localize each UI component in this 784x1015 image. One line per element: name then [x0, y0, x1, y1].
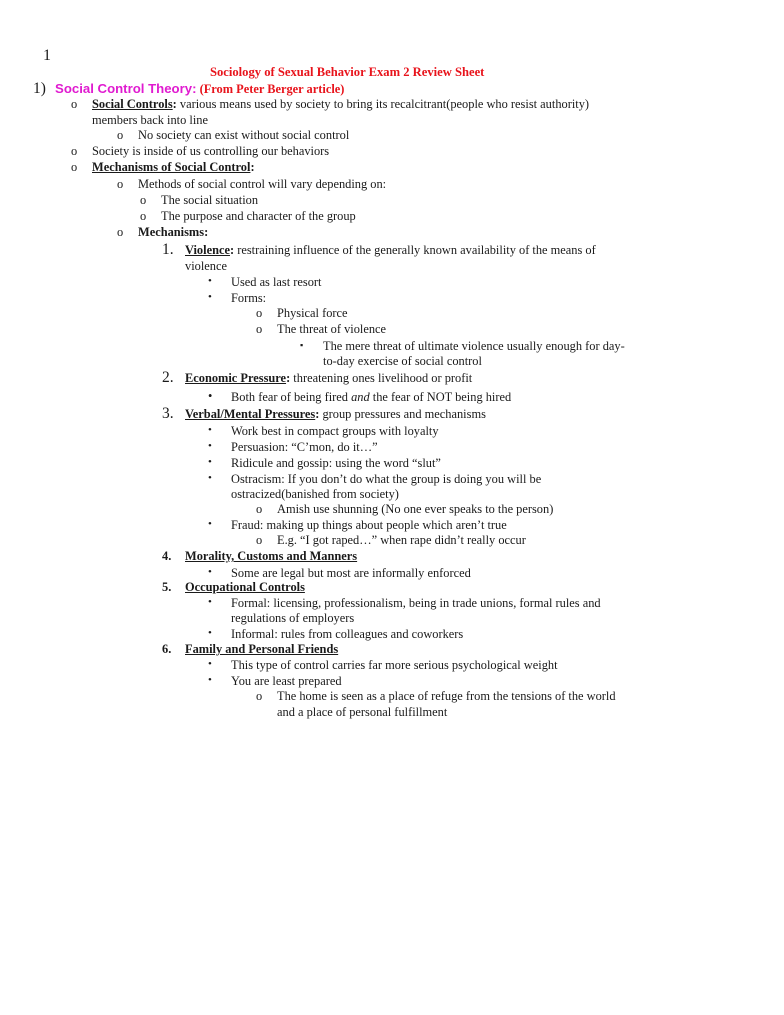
section-1-heading	[33, 81, 344, 97]
dot-bullet: •	[208, 291, 212, 303]
occupational-formal: Formal: licensing, professionalism, being in trade unions, formal rules and	[231, 596, 601, 610]
dot-bullet: •	[208, 440, 212, 452]
circle-bullet: o	[256, 533, 263, 547]
mechanisms-heading-colon: :	[250, 160, 255, 174]
violence-form-threat: The threat of violence	[277, 322, 387, 336]
society-inside-line: Society is inside of us controlling our behaviors	[92, 144, 330, 158]
violence-forms: Forms:	[231, 291, 267, 305]
threat-detail: The mere threat of ultimate violence usually enough for day-	[323, 339, 625, 353]
violence-term: Violence	[185, 243, 230, 257]
verbal-sub-item: E.g. “I got raped…” when rape didn’t really occur	[277, 533, 526, 547]
dot-bullet: •	[208, 518, 212, 530]
occupational-term: Occupational Controls	[185, 580, 305, 594]
violence-last-resort: Used as last resort	[231, 275, 322, 289]
violence-line	[185, 243, 596, 258]
circle-bullet: o	[71, 97, 78, 111]
circle-bullet: o	[117, 177, 124, 191]
dot-bullet: •	[208, 674, 212, 686]
mechanisms-heading-line	[92, 160, 255, 175]
verbal-line	[185, 407, 486, 422]
economic-item-part: Both fear of being fired	[231, 390, 352, 404]
item-number: 1.	[162, 241, 174, 258]
violence-definition-cont: violence	[185, 259, 227, 273]
occupational-informal: Informal: rules from colleagues and coworkers	[231, 627, 464, 641]
verbal-term: Verbal/Mental Pressures	[185, 407, 316, 421]
violence-form-physical: Physical force	[277, 306, 348, 320]
dot-bullet: •	[208, 472, 212, 484]
social-controls-line	[92, 97, 589, 112]
verbal-colon: :	[315, 407, 320, 421]
economic-definition: threatening ones livelihood or profit	[290, 371, 473, 385]
economic-item-emphasis: and	[351, 390, 370, 404]
dot-bullet: •	[208, 658, 212, 670]
social-controls-colon: :	[172, 97, 177, 111]
circle-bullet: o	[256, 306, 263, 320]
circle-bullet: o	[71, 144, 78, 158]
square-bullet: ▪	[300, 340, 304, 350]
family-item: You are least prepared	[231, 674, 342, 688]
circle-bullet: o	[140, 209, 147, 223]
family-item: This type of control carries far more serious psychological weight	[231, 658, 558, 672]
section-source: (From Peter Berger article)	[196, 82, 345, 96]
occupational-formal-cont: regulations of employers	[231, 611, 355, 625]
circle-bullet: o	[256, 322, 263, 336]
circle-bullet: o	[256, 689, 263, 703]
item-number: 3.	[162, 405, 174, 422]
social-controls-definition-cont: members back into line	[92, 113, 208, 127]
verbal-item: Ostracism: If you don’t do what the group is doing you will be	[231, 472, 542, 486]
verbal-item: Ridicule and gossip: using the word “slut”	[231, 456, 441, 470]
morality-item: Some are legal but most are informally enforced	[231, 566, 471, 580]
verbal-item-cont: ostracized(banished from society)	[231, 487, 399, 501]
verbal-item: Persuasion: “C’mon, do it…”	[231, 440, 378, 454]
economic-colon: :	[286, 371, 291, 385]
violence-definition: restraining influence of the generally known availability of the means of	[234, 243, 596, 257]
dot-bullet: •	[208, 596, 212, 608]
family-term: Family and Personal Friends	[185, 642, 339, 656]
dot-bullet: •	[208, 275, 212, 287]
economic-term: Economic Pressure	[185, 371, 287, 385]
circle-bullet: o	[140, 193, 147, 207]
family-sub-item: The home is seen as a place of refuge from the tensions of the world	[277, 689, 616, 703]
social-controls-definition: various means used by society to bring its recalcitrant(people who resist authority)	[176, 97, 590, 111]
social-controls-term: Social Controls	[92, 97, 173, 111]
verbal-item: Work best in compact groups with loyalty	[231, 424, 439, 438]
dot-bullet: •	[208, 389, 213, 403]
circle-bullet: o	[117, 128, 124, 142]
verbal-item: Fraud: making up things about people which aren’t true	[231, 518, 507, 532]
section-title: Social Control Theory	[55, 81, 193, 96]
item-number: 2.	[162, 369, 174, 386]
methods-item: The purpose and character of the group	[161, 209, 356, 223]
circle-bullet: o	[256, 502, 263, 516]
economic-line	[185, 371, 472, 386]
item-number: 6.	[162, 642, 172, 656]
methods-item: The social situation	[161, 193, 259, 207]
verbal-sub-item: Amish use shunning (No one ever speaks to the person)	[277, 502, 554, 516]
economic-item	[231, 390, 511, 405]
item-number: 4.	[162, 549, 172, 563]
morality-term: Morality, Customs and Manners	[185, 549, 358, 563]
section-title-colon: :	[192, 81, 197, 96]
dot-bullet: •	[208, 456, 212, 468]
methods-line: Methods of social control will vary depending on:	[138, 177, 387, 191]
verbal-definition: group pressures and mechanisms	[319, 407, 486, 421]
dot-bullet: •	[208, 424, 212, 436]
violence-colon: :	[229, 243, 235, 257]
document-title: Sociology of Sexual Behavior Exam 2 Review Sheet	[210, 65, 485, 79]
circle-bullet: o	[117, 225, 124, 239]
item-number: 5.	[162, 580, 172, 594]
dot-bullet: •	[208, 627, 212, 639]
dot-bullet: •	[208, 566, 212, 578]
economic-item-part: the fear of NOT being hired	[369, 390, 512, 404]
section-number: 1)	[33, 80, 46, 97]
family-sub-item-cont: and a place of personal fulfillment	[277, 705, 448, 719]
threat-detail-cont: to-day exercise of social control	[323, 354, 482, 368]
social-controls-sub: No society can exist without social control	[138, 128, 350, 142]
page-number: 1	[43, 47, 51, 64]
circle-bullet: o	[71, 160, 78, 174]
mechanisms-label: Mechanisms:	[138, 225, 209, 239]
mechanisms-heading: Mechanisms of Social Control	[92, 160, 251, 174]
